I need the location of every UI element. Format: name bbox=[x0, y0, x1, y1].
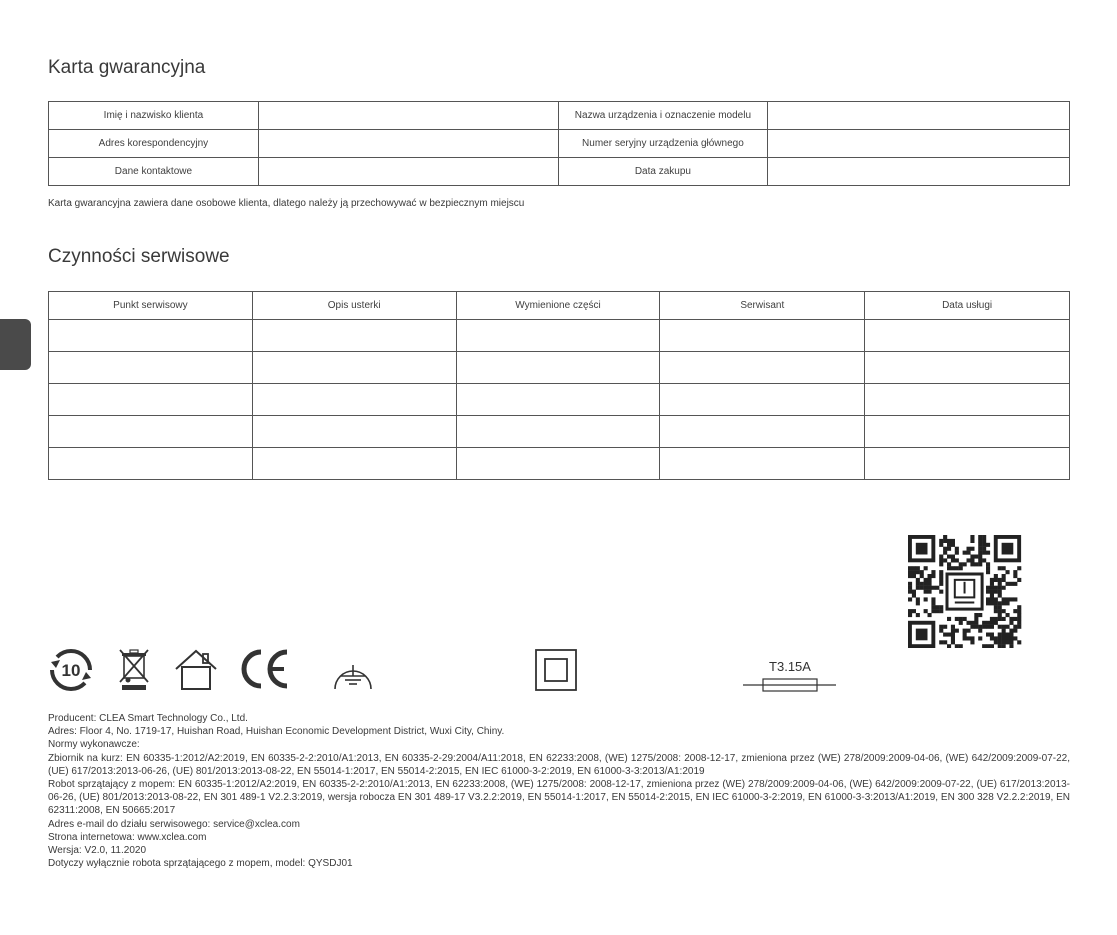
email-line: Adres e-mail do działu serwisowego: service@xclea.com bbox=[48, 818, 300, 830]
footer-info bbox=[48, 712, 1070, 870]
eco-10-icon bbox=[48, 648, 94, 692]
contact-field[interactable] bbox=[258, 158, 558, 186]
table-cell[interactable] bbox=[456, 416, 660, 448]
header-fault-description: Opis usterki bbox=[252, 292, 456, 320]
standards-label: Normy wykonawcze: bbox=[48, 739, 140, 751]
table-cell[interactable] bbox=[252, 352, 456, 384]
class-ii-icon bbox=[534, 648, 578, 692]
version-line: Wersja: V2.0, 11.2020 bbox=[48, 845, 147, 857]
table-row bbox=[49, 102, 1070, 130]
table-cell[interactable] bbox=[49, 320, 253, 352]
table-cell[interactable] bbox=[456, 384, 660, 416]
header-technician: Serwisant bbox=[660, 292, 865, 320]
page-tab-marker bbox=[0, 319, 31, 370]
robot-standards: Robot sprzątający z mopem: EN 60335-1:2012/A2:2019, EN 60335-2-2:2010/A1:2013, EN 62233:2008, (WE) 1275/2008: 2008-12-17, zmieniona przez (WE) 278/2009:2009-04-06, (WE) 642/2009:2009-07-22, (UE) 617/2013:2013-06-26, (UE) 801/2013:2013-08-22, EN 301 489-1 V2.2.3:2019, wersja robocza EN 301 489-17 V3.2.2:2019, EN 55014-1:2017, EN 55014-2:2015, EN IEC 61000-3-2:2019, EN 61000-3-3:2013/A1:2019, EN 300 328 V2.2.2:2019, EN 62311:2008, EN 50665:2017 bbox=[48, 779, 1070, 817]
table-cell[interactable] bbox=[865, 384, 1070, 416]
fuse-rating-label: T3.15A bbox=[769, 659, 811, 674]
weee-bin-icon bbox=[118, 648, 150, 692]
table-cell[interactable] bbox=[252, 448, 456, 480]
website-line: Strona internetowa: www.xclea.com bbox=[48, 831, 207, 843]
serial-number-label: Numer seryjny urządzenia głównego bbox=[558, 130, 768, 158]
table-row bbox=[49, 416, 1070, 448]
tank-standards: Zbiornik na kurz: EN 60335-1:2012/A2:2019, EN 60335-2-2:2010/A1:2013, EN 60335-2-29:2004/A11:2018, EN 62233:2008, (WE) 1275/2008: 2008-12-17, zmieniona przez (WE) 278/2009:2009-04-06, (WE) 642/2009:2009-07-22, (UE) 617/2013:2013-06-26, (UE) 801/2013:2013-08-22, EN 55014-1:2017, EN 55014-2:2015, EN IEC 61000-3-2:2019, EN 61000-3-3:2013/A1:2019 bbox=[48, 752, 1070, 777]
table-cell[interactable] bbox=[865, 416, 1070, 448]
indoor-use-icon bbox=[172, 649, 220, 691]
client-name-field[interactable] bbox=[258, 102, 558, 130]
warranty-note: Karta gwarancyjna zawiera dane osobowe klienta, dlatego należy ją przechowywać w bezpiecznym miejscu bbox=[48, 198, 525, 209]
address-field[interactable] bbox=[258, 130, 558, 158]
address-label: Adres korespondencyjny bbox=[49, 130, 259, 158]
table-row bbox=[49, 130, 1070, 158]
table-cell[interactable] bbox=[865, 352, 1070, 384]
table-cell[interactable] bbox=[49, 416, 253, 448]
table-cell[interactable] bbox=[49, 448, 253, 480]
fuse-icon bbox=[742, 658, 838, 694]
device-model-field[interactable] bbox=[768, 102, 1070, 130]
table-cell[interactable] bbox=[252, 384, 456, 416]
service-title: Czynności serwisowe bbox=[48, 246, 230, 267]
table-cell[interactable] bbox=[456, 448, 660, 480]
table-cell[interactable] bbox=[865, 320, 1070, 352]
service-header-row bbox=[49, 292, 1070, 320]
table-row bbox=[49, 352, 1070, 384]
table-cell[interactable] bbox=[49, 352, 253, 384]
table-cell[interactable] bbox=[252, 320, 456, 352]
table-cell[interactable] bbox=[252, 416, 456, 448]
table-cell[interactable] bbox=[660, 416, 865, 448]
producer-line: Producent: CLEA Smart Technology Co., Ltd. bbox=[48, 713, 248, 724]
earth-ground-icon bbox=[332, 662, 374, 692]
header-service-date: Data usługi bbox=[865, 292, 1070, 320]
warranty-title: Karta gwarancyjna bbox=[48, 57, 206, 78]
model-line: Dotyczy wyłącznie robota sprzątającego z mopem, model: QYSDJ01 bbox=[48, 858, 353, 870]
service-table bbox=[48, 291, 1070, 480]
table-row bbox=[49, 384, 1070, 416]
serial-number-field[interactable] bbox=[768, 130, 1070, 158]
address-line: Adres: Floor 4, No. 1719-17, Huishan Road, Huishan Economic Development District, Wuxi City, Chiny. bbox=[48, 726, 505, 738]
ce-mark-icon bbox=[238, 648, 292, 690]
table-row bbox=[49, 158, 1070, 186]
table-cell[interactable] bbox=[660, 320, 865, 352]
table-cell[interactable] bbox=[660, 448, 865, 480]
table-cell[interactable] bbox=[865, 448, 1070, 480]
table-cell[interactable] bbox=[456, 320, 660, 352]
table-cell[interactable] bbox=[49, 384, 253, 416]
purchase-date-field[interactable] bbox=[768, 158, 1070, 186]
table-cell[interactable] bbox=[456, 352, 660, 384]
table-row bbox=[49, 320, 1070, 352]
warranty-table bbox=[48, 101, 1070, 186]
table-cell[interactable] bbox=[660, 384, 865, 416]
eco-period-value: 10 bbox=[61, 661, 81, 680]
table-row bbox=[49, 448, 1070, 480]
header-service-point: Punkt serwisowy bbox=[49, 292, 253, 320]
contact-label: Dane kontaktowe bbox=[49, 158, 259, 186]
qr-code-icon bbox=[908, 535, 1022, 648]
table-cell[interactable] bbox=[660, 352, 865, 384]
device-model-label: Nazwa urządzenia i oznaczenie modelu bbox=[558, 102, 768, 130]
header-replaced-parts: Wymienione części bbox=[456, 292, 660, 320]
client-name-label: Imię i nazwisko klienta bbox=[49, 102, 259, 130]
purchase-date-label: Data zakupu bbox=[558, 158, 768, 186]
